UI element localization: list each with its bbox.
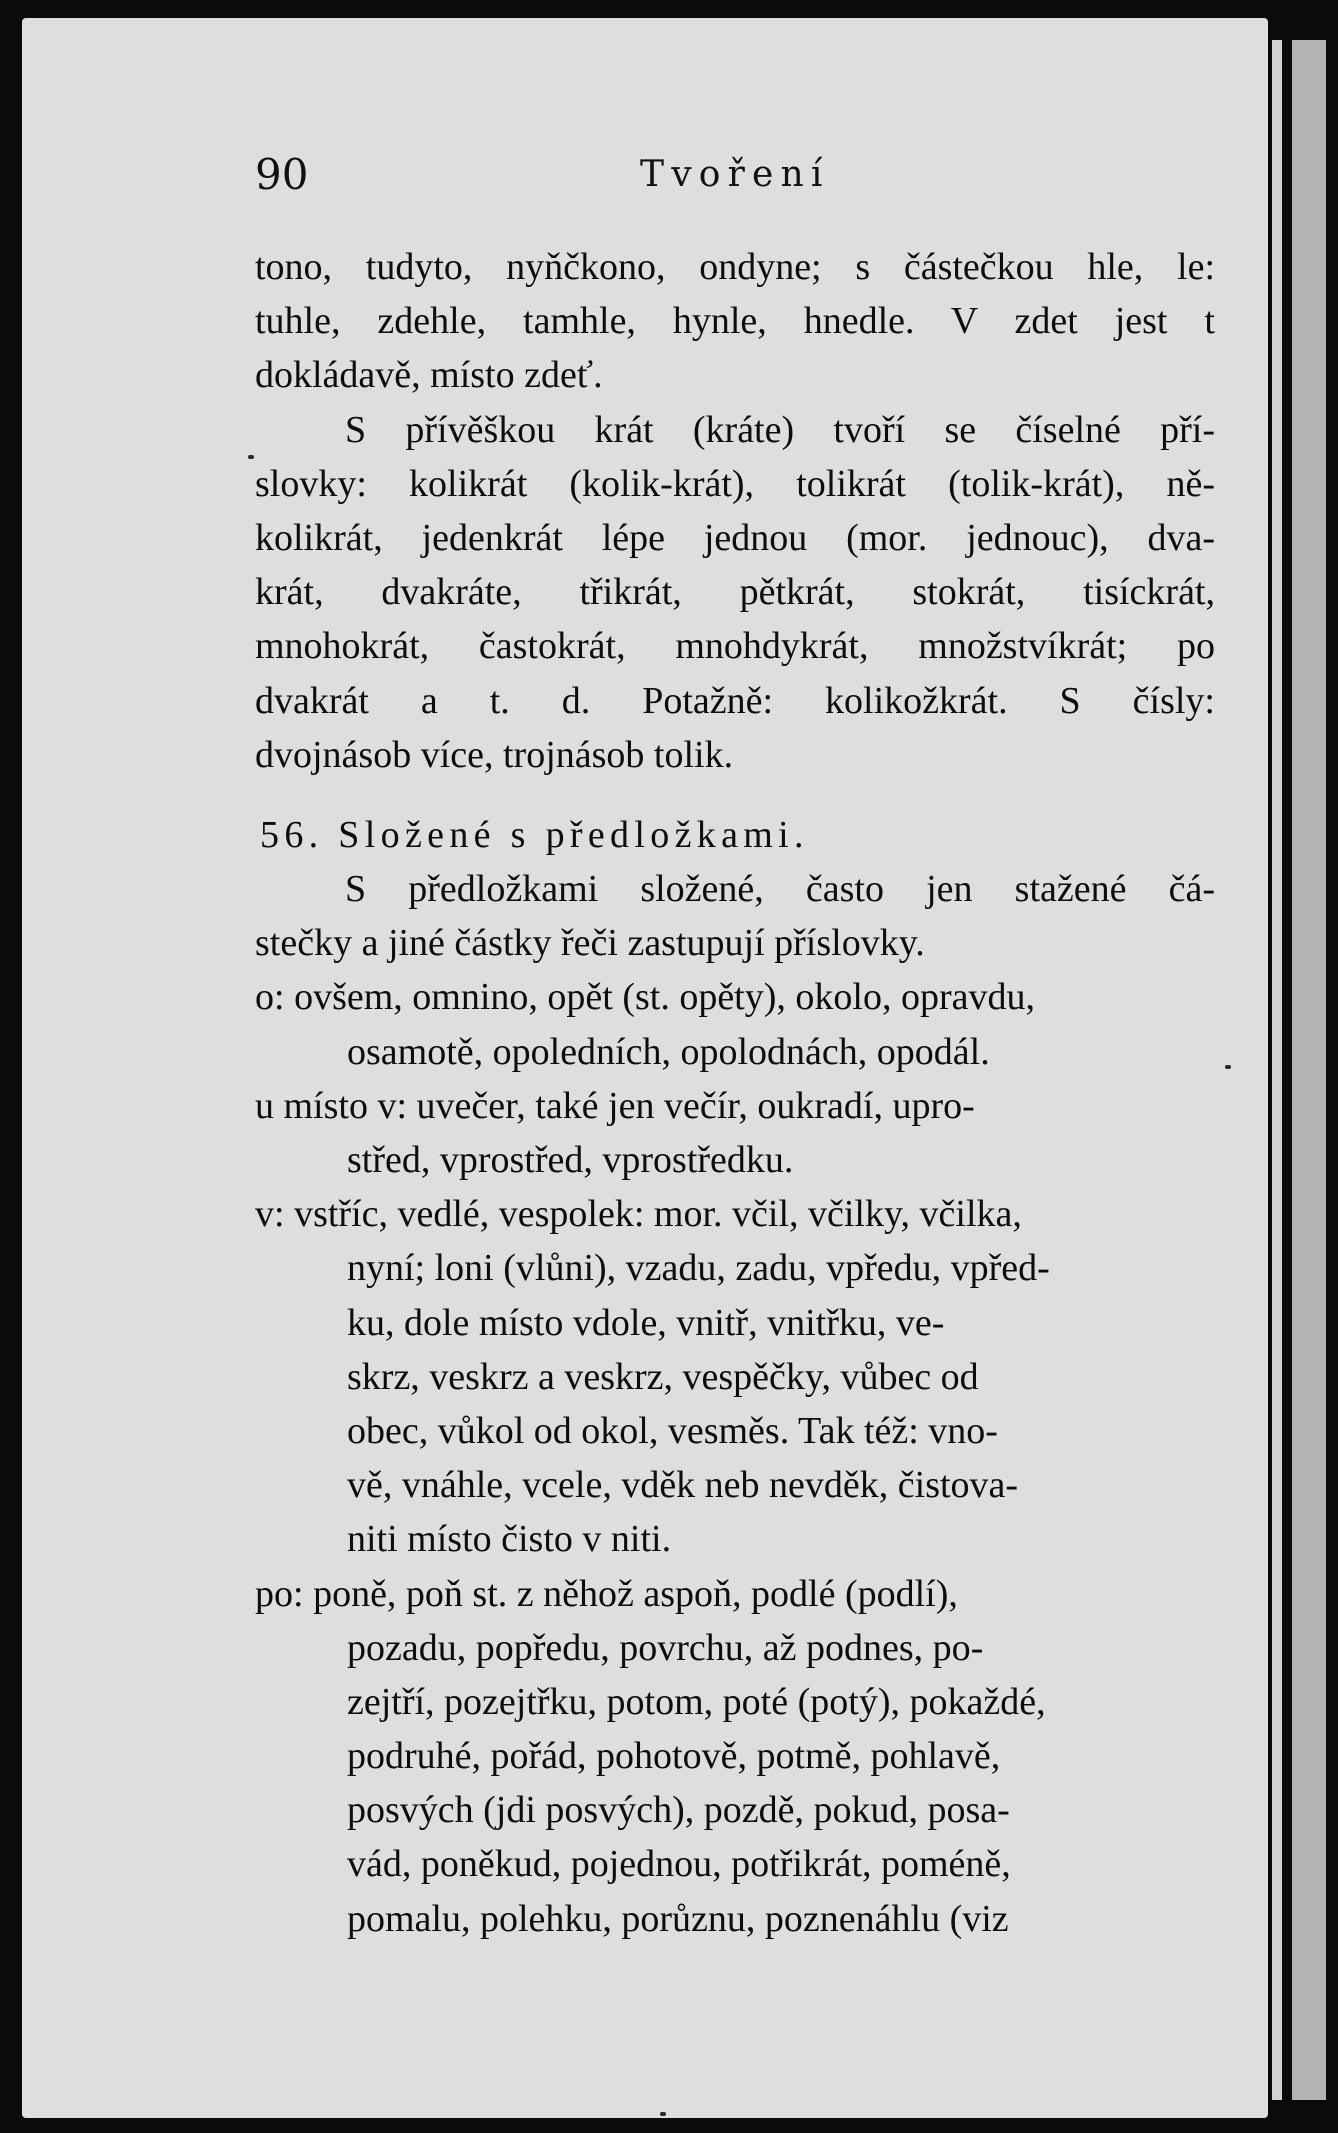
entry-line: ku, dole místo vdole, vnitř, vnitřku, ve- xyxy=(347,1301,945,1344)
ink-speck xyxy=(1225,1065,1231,1069)
section-heading xyxy=(255,808,1215,862)
entry-line: pomalu, polehku, porůznu, poznenáhlu (viz xyxy=(347,1897,1009,1940)
entry-line: podruhé, pořád, pohotově, potmě, pohlavě, xyxy=(347,1735,1001,1778)
entry-line: vád, poněkud, pojednou, potřikrát, poméně, xyxy=(347,1843,1011,1886)
entry-first-line xyxy=(255,970,1215,1024)
page-edge xyxy=(1272,40,1282,2100)
entry-label: u místo v: xyxy=(255,1084,408,1127)
entry-first-line xyxy=(255,1079,1215,1133)
entry-text: uvečer, také jen večír, oukradí, upro- xyxy=(416,1084,975,1127)
section-number: 56. xyxy=(260,813,324,856)
text-line: kolikrát, jedenkrát lépe jednou (mor. jednouc), dva- xyxy=(255,516,1215,559)
text-line: dvakrát a t. d. Potažně: kolikožkrát. S čísly: xyxy=(255,679,1215,722)
entry-text: vstříc, vedlé, vespolek: mor. včil, včilky, včilka, xyxy=(294,1193,1022,1236)
page-text xyxy=(255,240,1215,1946)
entry-first-line xyxy=(255,1567,1215,1621)
ink-speck xyxy=(248,455,254,459)
entry-line: nyní; loni (vlůni), vzadu, zadu, vpředu, vpřed- xyxy=(347,1247,1050,1290)
entry-line: střed, vprostřed, vprostředku. xyxy=(347,1139,794,1181)
entry-line: pozadu, popředu, povrchu, až podnes, po- xyxy=(347,1626,984,1669)
text-line: dokládavě, místo zdeť. xyxy=(255,354,603,397)
entry-line: zejtří, pozejtřku, potom, poté (potý), pokaždé, xyxy=(347,1680,1046,1723)
running-title: Tvoření xyxy=(640,154,830,195)
ink-speck xyxy=(660,2112,666,2116)
entry-line: obec, vůkol od okol, vesměs. Tak též: vno- xyxy=(347,1409,998,1452)
entry-line: skrz, veskrz a veskrz, vespěčky, vůbec od xyxy=(347,1355,979,1398)
entry-line: vě, vnáhle, vcele, vděk neb nevděk, čistova- xyxy=(347,1464,1019,1507)
text-line: tono, tudyto, nyňčkono, ondyne; s částečkou hle, le: xyxy=(255,246,1215,288)
text-line: slovky: kolikrát (kolik-krát), tolikrát (tolik-krát), ně- xyxy=(255,462,1215,505)
text-line: dvojnásob více, trojnásob tolik. xyxy=(255,733,734,776)
page-header xyxy=(255,150,1155,210)
text-line: S předložkami složené, často jen stažené čá- xyxy=(345,868,1215,911)
entry-first-line xyxy=(255,1187,1215,1241)
text-line: S přívěškou krát (kráte) tvoří se číselné pří- xyxy=(345,408,1215,451)
page-edge-shadow xyxy=(1292,40,1326,2100)
entry-text: poně, poň st. z něhož aspoň, podlé (podlí), xyxy=(313,1572,958,1615)
text-line: stečky a jiné částky řeči zastupují příslovky. xyxy=(255,922,925,965)
entry-line: osamotě, opoledních, opolodnách, opodál. xyxy=(347,1030,990,1073)
entry-text: ovšem, omnino, opět (st. opěty), okolo, opravdu, xyxy=(294,976,1035,1019)
text-line: mnohokrát, častokrát, mnohdykrát, množstvíkrát; po xyxy=(255,625,1215,668)
text-line: krát, dvakráte, třikrát, pětkrát, stokrát, tisíckrát, xyxy=(255,571,1215,614)
page-number: 90 xyxy=(255,150,309,199)
section-title: Složené s předložkami. xyxy=(338,813,809,856)
entry-line: niti místo čisto v niti. xyxy=(347,1518,672,1561)
entry-label: o: xyxy=(255,976,285,1019)
entry-label: po: xyxy=(255,1572,304,1615)
entry-line: posvých (jdi posvých), pozdě, pokud, posa- xyxy=(347,1789,1010,1832)
text-line: tuhle, zdehle, tamhle, hynle, hnedle. V zdet jest t xyxy=(255,300,1215,343)
entry-label: v: xyxy=(255,1193,285,1236)
